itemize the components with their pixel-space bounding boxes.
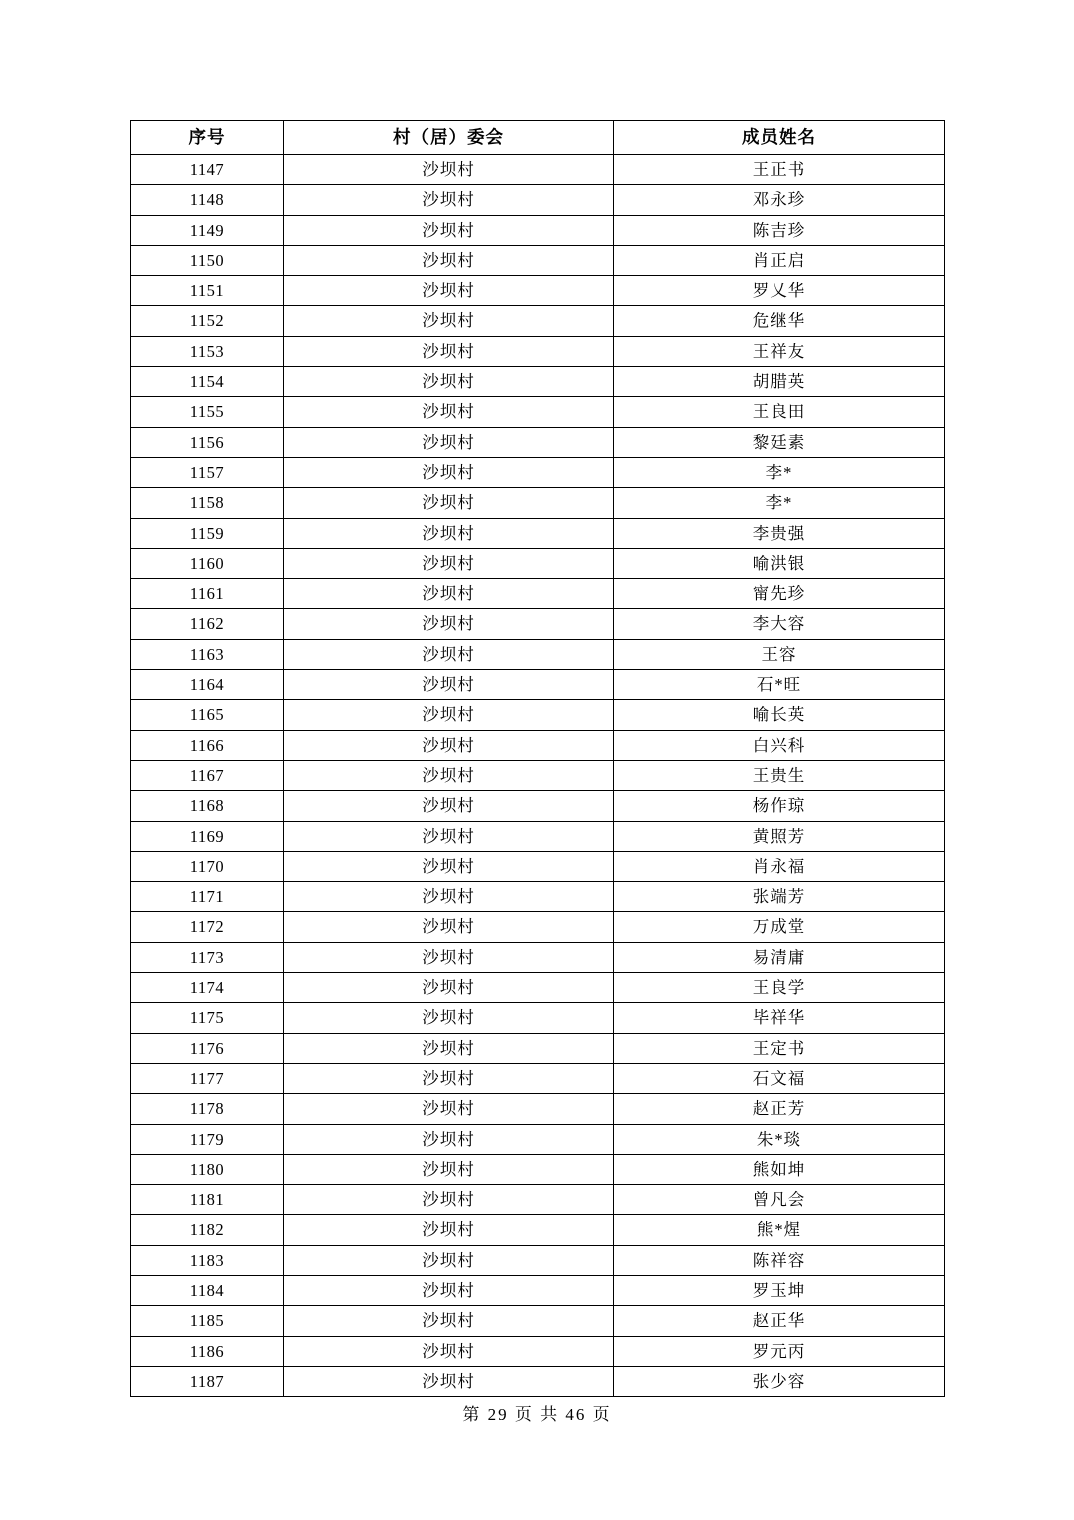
cell-member-name: 王祥友 [614, 336, 945, 366]
table-row [131, 1245, 945, 1275]
cell-sequence: 1174 [131, 973, 284, 1003]
cell-sequence: 1148 [131, 185, 284, 215]
table-row [131, 276, 945, 306]
column-header-sequence: 序号 [131, 121, 284, 155]
cell-sequence: 1184 [131, 1275, 284, 1305]
cell-member-name: 李大容 [614, 609, 945, 639]
cell-member-name: 李* [614, 488, 945, 518]
table-row [131, 579, 945, 609]
cell-member-name: 王容 [614, 639, 945, 669]
cell-sequence: 1182 [131, 1215, 284, 1245]
cell-sequence: 1168 [131, 791, 284, 821]
cell-organization: 沙坝村 [284, 1124, 614, 1154]
cell-sequence: 1150 [131, 245, 284, 275]
table-row [131, 791, 945, 821]
table-row [131, 1275, 945, 1305]
table-row [131, 639, 945, 669]
cell-organization: 沙坝村 [284, 942, 614, 972]
cell-sequence: 1164 [131, 670, 284, 700]
cell-organization: 沙坝村 [284, 760, 614, 790]
table-row [131, 457, 945, 487]
cell-member-name: 熊*煋 [614, 1215, 945, 1245]
cell-organization: 沙坝村 [284, 1185, 614, 1215]
roster-table [130, 120, 945, 1397]
cell-sequence: 1173 [131, 942, 284, 972]
cell-member-name: 白兴科 [614, 730, 945, 760]
table-row [131, 912, 945, 942]
cell-sequence: 1179 [131, 1124, 284, 1154]
cell-organization: 沙坝村 [284, 367, 614, 397]
cell-organization: 沙坝村 [284, 1033, 614, 1063]
cell-sequence: 1147 [131, 155, 284, 185]
cell-organization: 沙坝村 [284, 1154, 614, 1184]
table-row [131, 1063, 945, 1093]
cell-sequence: 1185 [131, 1306, 284, 1336]
cell-member-name: 王正书 [614, 155, 945, 185]
cell-member-name: 王贵生 [614, 760, 945, 790]
cell-organization: 沙坝村 [284, 670, 614, 700]
cell-member-name: 胡腊英 [614, 367, 945, 397]
cell-organization: 沙坝村 [284, 1063, 614, 1093]
table-row [131, 1124, 945, 1154]
cell-sequence: 1170 [131, 851, 284, 881]
table-row [131, 185, 945, 215]
cell-sequence: 1165 [131, 700, 284, 730]
cell-organization: 沙坝村 [284, 882, 614, 912]
column-header-member-name: 成员姓名 [614, 121, 945, 155]
cell-sequence: 1167 [131, 760, 284, 790]
cell-organization: 沙坝村 [284, 488, 614, 518]
table-row [131, 942, 945, 972]
cell-sequence: 1183 [131, 1245, 284, 1275]
cell-sequence: 1151 [131, 276, 284, 306]
cell-sequence: 1153 [131, 336, 284, 366]
cell-member-name: 陈祥容 [614, 1245, 945, 1275]
table-row [131, 1185, 945, 1215]
cell-sequence: 1159 [131, 518, 284, 548]
cell-member-name: 陈吉珍 [614, 215, 945, 245]
table-row [131, 1215, 945, 1245]
table-row [131, 548, 945, 578]
cell-organization: 沙坝村 [284, 730, 614, 760]
table-row [131, 821, 945, 851]
cell-member-name: 万成堂 [614, 912, 945, 942]
cell-organization: 沙坝村 [284, 457, 614, 487]
cell-sequence: 1180 [131, 1154, 284, 1184]
cell-member-name: 肖正启 [614, 245, 945, 275]
page-footer [0, 1400, 1074, 1425]
cell-member-name: 黎廷素 [614, 427, 945, 457]
cell-sequence: 1166 [131, 730, 284, 760]
cell-organization: 沙坝村 [284, 548, 614, 578]
cell-sequence: 1154 [131, 367, 284, 397]
cell-organization: 沙坝村 [284, 1215, 614, 1245]
table-row [131, 1336, 945, 1366]
cell-sequence: 1149 [131, 215, 284, 245]
cell-organization: 沙坝村 [284, 276, 614, 306]
cell-sequence: 1155 [131, 397, 284, 427]
cell-organization: 沙坝村 [284, 245, 614, 275]
cell-organization: 沙坝村 [284, 609, 614, 639]
cell-member-name: 甯先珍 [614, 579, 945, 609]
table-row [131, 1033, 945, 1063]
cell-sequence: 1160 [131, 548, 284, 578]
cell-sequence: 1162 [131, 609, 284, 639]
table-row [131, 670, 945, 700]
cell-organization: 沙坝村 [284, 518, 614, 548]
cell-sequence: 1177 [131, 1063, 284, 1093]
cell-member-name: 赵正华 [614, 1306, 945, 1336]
cell-member-name: 张端芳 [614, 882, 945, 912]
table-row [131, 1306, 945, 1336]
cell-member-name: 王定书 [614, 1033, 945, 1063]
cell-member-name: 王良学 [614, 973, 945, 1003]
cell-organization: 沙坝村 [284, 912, 614, 942]
column-header-organization: 村（居）委会 [284, 121, 614, 155]
cell-sequence: 1178 [131, 1094, 284, 1124]
cell-sequence: 1158 [131, 488, 284, 518]
table-row [131, 1366, 945, 1396]
table-header-row [131, 121, 945, 155]
cell-sequence: 1176 [131, 1033, 284, 1063]
cell-organization: 沙坝村 [284, 639, 614, 669]
cell-organization: 沙坝村 [284, 1003, 614, 1033]
page-number-text: 第 29 页 共 46 页 [462, 1405, 612, 1424]
cell-organization: 沙坝村 [284, 700, 614, 730]
table-row [131, 155, 945, 185]
table-row [131, 1154, 945, 1184]
cell-sequence: 1156 [131, 427, 284, 457]
table-row [131, 1003, 945, 1033]
cell-member-name: 喻长英 [614, 700, 945, 730]
cell-member-name: 黄照芳 [614, 821, 945, 851]
cell-member-name: 罗元丙 [614, 1336, 945, 1366]
cell-sequence: 1186 [131, 1336, 284, 1366]
cell-organization: 沙坝村 [284, 1094, 614, 1124]
cell-member-name: 杨作琼 [614, 791, 945, 821]
cell-member-name: 石文福 [614, 1063, 945, 1093]
table-row [131, 518, 945, 548]
table-row [131, 851, 945, 881]
table-row [131, 760, 945, 790]
table-row [131, 215, 945, 245]
cell-organization: 沙坝村 [284, 185, 614, 215]
cell-organization: 沙坝村 [284, 1245, 614, 1275]
cell-member-name: 邓永珍 [614, 185, 945, 215]
table-row [131, 730, 945, 760]
cell-member-name: 易清庸 [614, 942, 945, 972]
table-row [131, 488, 945, 518]
cell-sequence: 1152 [131, 306, 284, 336]
table-row [131, 973, 945, 1003]
table-row [131, 306, 945, 336]
cell-organization: 沙坝村 [284, 215, 614, 245]
cell-organization: 沙坝村 [284, 155, 614, 185]
cell-member-name: 罗乂华 [614, 276, 945, 306]
cell-organization: 沙坝村 [284, 306, 614, 336]
table-row [131, 609, 945, 639]
cell-member-name: 李贵强 [614, 518, 945, 548]
cell-sequence: 1169 [131, 821, 284, 851]
table-row [131, 882, 945, 912]
cell-organization: 沙坝村 [284, 336, 614, 366]
cell-member-name: 朱*琰 [614, 1124, 945, 1154]
cell-sequence: 1187 [131, 1366, 284, 1396]
cell-member-name: 石*旺 [614, 670, 945, 700]
cell-member-name: 喻洪银 [614, 548, 945, 578]
cell-organization: 沙坝村 [284, 1306, 614, 1336]
cell-organization: 沙坝村 [284, 397, 614, 427]
table-row [131, 336, 945, 366]
cell-organization: 沙坝村 [284, 427, 614, 457]
table-row [131, 397, 945, 427]
cell-sequence: 1163 [131, 639, 284, 669]
table-row [131, 367, 945, 397]
cell-member-name: 毕祥华 [614, 1003, 945, 1033]
cell-member-name: 曾凡会 [614, 1185, 945, 1215]
cell-organization: 沙坝村 [284, 821, 614, 851]
cell-organization: 沙坝村 [284, 791, 614, 821]
cell-sequence: 1181 [131, 1185, 284, 1215]
cell-member-name: 王良田 [614, 397, 945, 427]
cell-sequence: 1161 [131, 579, 284, 609]
cell-member-name: 李* [614, 457, 945, 487]
cell-member-name: 熊如坤 [614, 1154, 945, 1184]
cell-organization: 沙坝村 [284, 579, 614, 609]
table-row [131, 1094, 945, 1124]
table-row [131, 700, 945, 730]
cell-organization: 沙坝村 [284, 1366, 614, 1396]
cell-sequence: 1157 [131, 457, 284, 487]
cell-sequence: 1172 [131, 912, 284, 942]
cell-member-name: 张少容 [614, 1366, 945, 1396]
table-body [131, 155, 945, 1397]
cell-organization: 沙坝村 [284, 1275, 614, 1305]
cell-member-name: 危继华 [614, 306, 945, 336]
table-header [131, 121, 945, 155]
cell-organization: 沙坝村 [284, 1336, 614, 1366]
cell-member-name: 肖永福 [614, 851, 945, 881]
cell-sequence: 1171 [131, 882, 284, 912]
table-row [131, 427, 945, 457]
cell-member-name: 赵正芳 [614, 1094, 945, 1124]
cell-organization: 沙坝村 [284, 973, 614, 1003]
table-row [131, 245, 945, 275]
cell-organization: 沙坝村 [284, 851, 614, 881]
cell-sequence: 1175 [131, 1003, 284, 1033]
cell-member-name: 罗玉坤 [614, 1275, 945, 1305]
